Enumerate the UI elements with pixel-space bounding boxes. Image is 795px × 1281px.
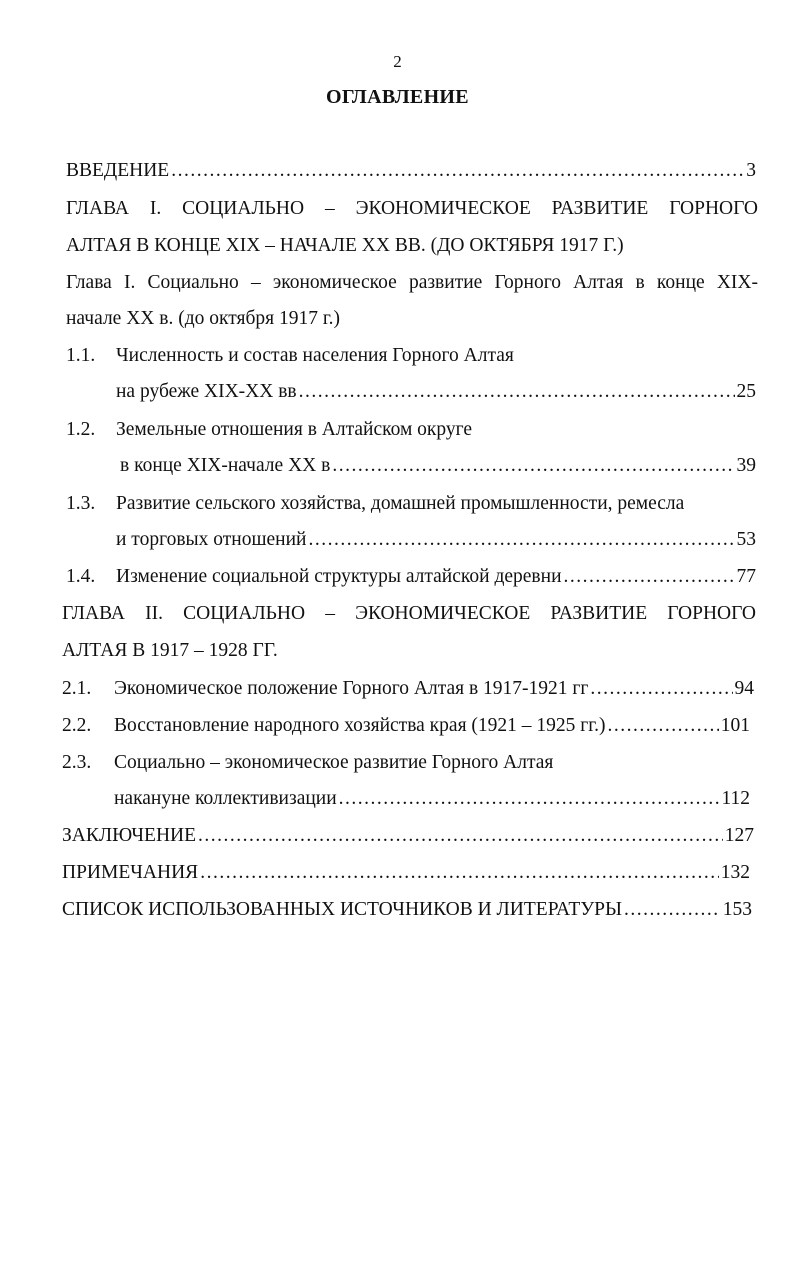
toc-entry-introduction — [66, 158, 756, 184]
toc-entry-label: накануне коллективизации — [114, 788, 337, 809]
chapter1-subheading-line1: Глава I. Социально – экономическое развитие Горного Алтая в конце XIX- — [66, 272, 758, 293]
toc-page-number: 127 — [724, 825, 754, 846]
toc-entry-label: в конце XIX-начале XX в — [120, 455, 331, 476]
section-title-line1: Численность и состав населения Горного Алтая — [116, 345, 514, 366]
toc-leader-dots — [198, 823, 723, 849]
toc-page-number: 53 — [736, 529, 756, 550]
toc-leader-dots — [171, 158, 744, 184]
toc-entry-2-2 — [114, 713, 750, 739]
toc-entry-1-3 — [116, 527, 756, 553]
toc-entry-label: и торговых отношений — [116, 529, 307, 550]
section-number: 1.3. — [66, 493, 96, 514]
toc-entry-notes — [62, 860, 750, 886]
toc-entry-1-4 — [116, 564, 756, 590]
toc-entry-label: ЗАКЛЮЧЕНИЕ — [62, 825, 197, 846]
chapter1-heading-line2: АЛТАЯ В КОНЦЕ XIX – НАЧАЛЕ XX ВВ. (ДО ОКТЯБРЯ 1917 Г.) — [66, 235, 624, 256]
toc-entry-1-2 — [120, 453, 756, 479]
toc-leader-dots — [590, 676, 732, 702]
toc-entry-2-1 — [114, 676, 754, 702]
toc-page-number: 39 — [736, 455, 756, 476]
toc-leader-dots — [607, 713, 718, 739]
toc-entry-label: СПИСОК ИСПОЛЬЗОВАННЫХ ИСТОЧНИКОВ И ЛИТЕРАТУРЫ — [62, 899, 622, 920]
toc-leader-dots — [308, 527, 734, 553]
toc-leader-dots — [339, 786, 720, 812]
toc-entry-label: на рубеже XIX-XX вв — [116, 381, 297, 402]
section-number: 1.1. — [66, 345, 96, 366]
section-number: 2.3. — [62, 752, 92, 773]
toc-entry-1-1 — [116, 379, 756, 405]
chapter2-heading-line2: АЛТАЯ В 1917 – 1928 ГГ. — [62, 640, 278, 661]
toc-page-number: 94 — [734, 678, 754, 699]
toc-page-number: 3 — [746, 160, 756, 181]
toc-leader-dots — [332, 453, 734, 479]
chapter1-subheading-line2: начале XX в. (до октября 1917 г.) — [66, 308, 340, 329]
toc-leader-dots — [299, 379, 735, 405]
toc-leader-dots — [624, 897, 721, 923]
toc-entry-label: ВВЕДЕНИЕ — [66, 160, 170, 181]
section-title-line1: Земельные отношения в Алтайском округе — [116, 419, 473, 440]
toc-page-number: 77 — [736, 566, 756, 587]
toc-page-number: 101 — [720, 715, 750, 736]
page-title: ОГЛАВЛЕНИЕ — [326, 86, 469, 108]
section-number: 2.2. — [62, 715, 92, 736]
section-number: 1.4. — [66, 566, 96, 587]
toc-entry-2-3 — [114, 786, 750, 812]
toc-page-number: 153 — [722, 899, 752, 920]
toc-page-number: 112 — [721, 788, 750, 809]
toc-entry-label: ПРИМЕЧАНИЯ — [62, 862, 199, 883]
toc-entry-conclusion — [62, 823, 754, 849]
chapter2-heading-line1: ГЛАВА II. СОЦИАЛЬНО – ЭКОНОМИЧЕСКОЕ РАЗВИТИЕ ГОРНОГО — [62, 603, 756, 624]
section-title-line1: Развитие сельского хозяйства, домашней промышленности, ремесла — [116, 493, 685, 514]
page-number: 2 — [393, 52, 402, 71]
toc-entry-bibliography — [62, 897, 752, 923]
toc-entry-label: Восстановление народного хозяйства края (1921 – 1925 гг.) — [114, 715, 606, 736]
section-number: 1.2. — [66, 419, 96, 440]
section-number: 2.1. — [62, 678, 92, 699]
toc-leader-dots — [564, 564, 735, 590]
chapter1-heading-line1: ГЛАВА I. СОЦИАЛЬНО – ЭКОНОМИЧЕСКОЕ РАЗВИТИЕ ГОРНОГО — [66, 198, 758, 219]
toc-entry-label: Изменение социальной структуры алтайской деревни — [116, 566, 562, 587]
section-title-line1: Социально – экономическое развитие Горного Алтая — [114, 752, 554, 773]
toc-leader-dots — [200, 860, 719, 886]
toc-page-number: 25 — [736, 381, 756, 402]
toc-page-number: 132 — [720, 862, 750, 883]
toc-entry-label: Экономическое положение Горного Алтая в 1917-1921 гг — [114, 678, 589, 699]
